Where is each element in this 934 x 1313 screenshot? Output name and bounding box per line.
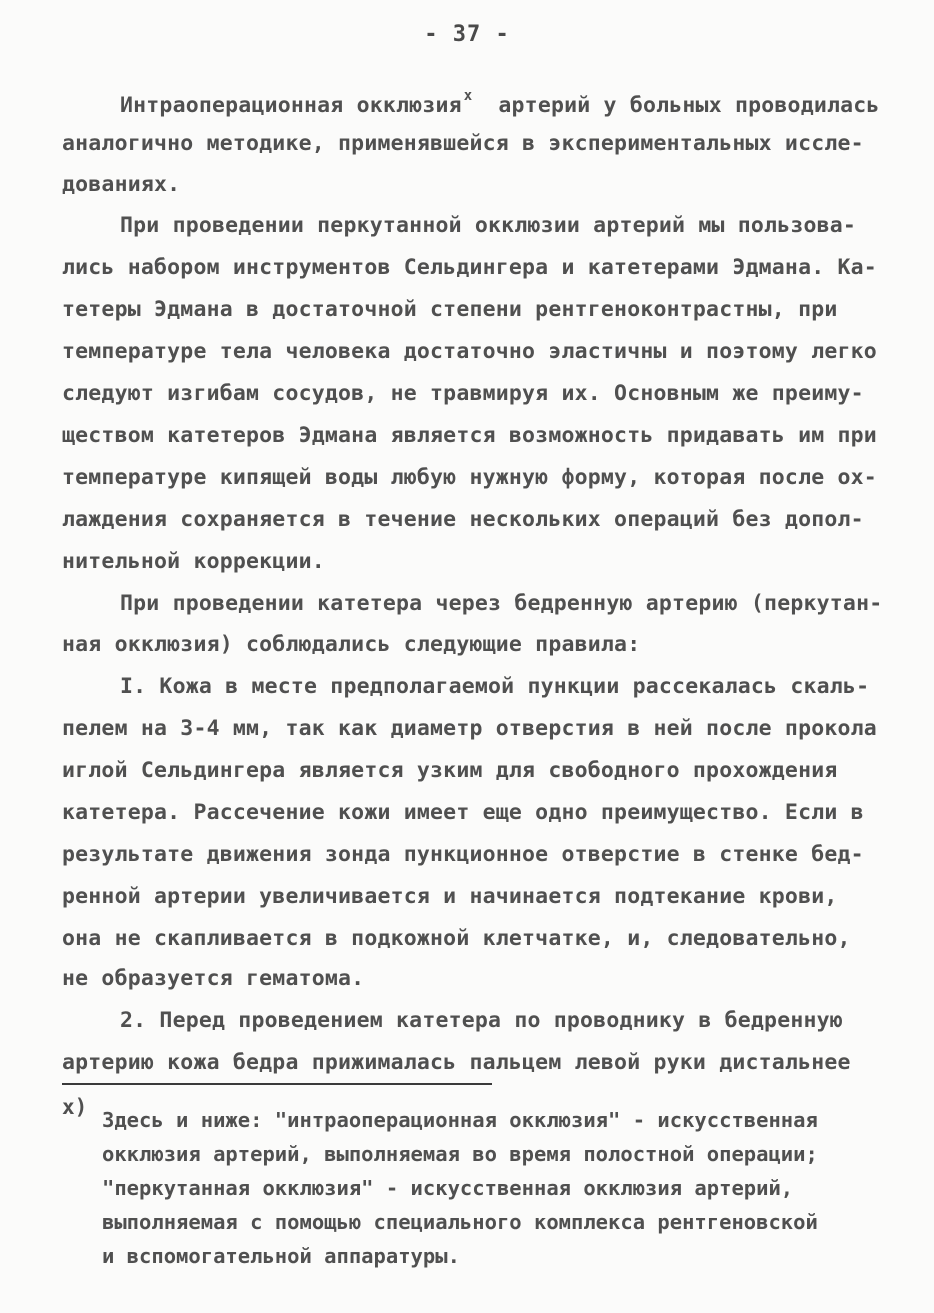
text-line: температуре кипящей воды любую нужную форму, которая после ох-: [62, 465, 877, 490]
footnote-divider: [62, 1083, 492, 1085]
page-number: - 37 -: [424, 22, 510, 47]
text-line: катетера. Рассечение кожи имеет еще одно преимущество. Если в: [62, 800, 864, 825]
text-line: следуют изгибам сосудов, не травмируя их. Основным же преиму-: [62, 381, 864, 406]
text-line: нительной коррекции.: [62, 549, 325, 574]
text-line: При проведении катетера через бедренную артерию (перкутан-: [120, 591, 883, 616]
text-line: лаждения сохраняется в течение нескольких операций без допол-: [62, 507, 864, 532]
footnote-line: выполняемая с помощью специального комплекса рентгеновской: [102, 1210, 818, 1234]
text-line: она не скапливается в подкожной клетчатке, и, следовательно,: [62, 926, 851, 951]
text-fragment: артерий у больных проводилась: [498, 93, 880, 118]
text-line: иглой Сельдингера является узким для свободного прохождения: [62, 758, 838, 783]
text-line: не образуется гематома.: [62, 966, 365, 991]
text-line: тетеры Эдмана в достаточной степени рентгеноконтрастны, при: [62, 297, 838, 322]
text-line: дованиях.: [62, 172, 181, 197]
text-line: температуре тела человека достаточно эластичны и поэтому легко: [62, 339, 877, 364]
text-line: ренной артерии увеличивается и начинается подтекание крови,: [62, 884, 838, 909]
text-line: При проведении перкутанной окклюзии артерий мы пользова-: [120, 213, 857, 238]
text-line: артерию кожа бедра прижималась пальцем левой руки дистальнее: [62, 1050, 851, 1075]
footnote-reference: x: [463, 88, 473, 104]
footnote-marker: x): [62, 1095, 88, 1119]
text-line: 2. Перед проведением катетера по проводнику в бедренную: [120, 1008, 843, 1033]
text-line: пелем на 3-4 мм, так как диаметр отверстия в ней после прокола: [62, 716, 877, 741]
text-line: ная окклюзия) соблюдались следующие правила:: [62, 632, 641, 657]
text-line: аналогично методике, применявшейся в экспериментальных иссле-: [62, 131, 864, 156]
text-line: результате движения зонда пункционное отверстие в стенке бед-: [62, 842, 864, 867]
footnote-line: и вспомогательной аппаратуры.: [102, 1244, 460, 1268]
text-fragment: Интраоперационная окклюзия: [120, 93, 462, 118]
text-line: I. Кожа в месте предполагаемой пункции рассекалась скаль-: [120, 674, 870, 699]
text-line: ществом катетеров Эдмана является возможность придавать им при: [62, 423, 877, 448]
footnote-line: Здесь и ниже: "интраоперационная окклюзия" - искусственная: [102, 1108, 818, 1132]
text-line: [120, 88, 880, 118]
footnote-line: окклюзия артерий, выполняемая во время полостной операции;: [102, 1142, 818, 1166]
text-line: лись набором инструментов Сельдингера и катетерами Эдмана. Ка-: [62, 255, 877, 280]
footnote-line: "перкутанная окклюзия" - искусственная окклюзия артерий,: [102, 1176, 794, 1200]
